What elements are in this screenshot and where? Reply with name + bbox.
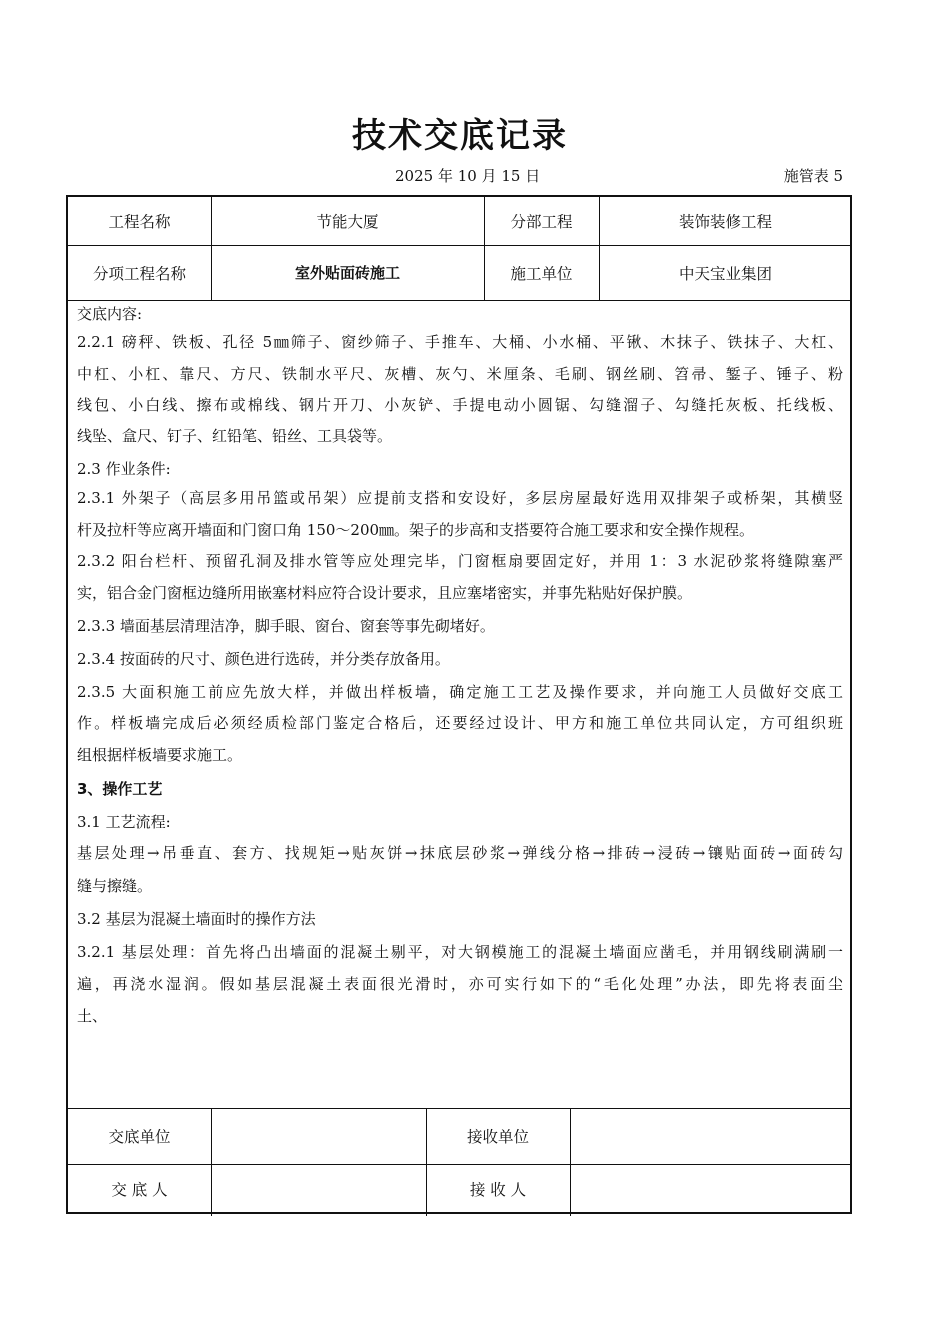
issuer-person-field[interactable] xyxy=(211,1164,426,1214)
content-line: 2.3.2 阳台栏杆、预留孔洞及排水管等应处理完毕，门窗框扇要固定好，并用 1：3 水泥砂浆将缝隙塞严 xyxy=(77,552,843,570)
receiver-person-field[interactable] xyxy=(570,1164,852,1214)
content-line: 实，铝合金门窗框边缝所用嵌塞材料应符合设计要求，且应塞堵密实，并事先粘贴好保护膜。 xyxy=(77,584,693,602)
form-number: 施管表 5 xyxy=(783,167,843,185)
content-line: 交底内容: xyxy=(77,305,143,323)
issuer-unit-label: 交底单位 xyxy=(108,1128,171,1146)
content-line: 3、操作工艺 xyxy=(77,780,163,798)
content-line: 2.3.4 按面砖的尺寸、颜色进行选砖，并分类存放备用。 xyxy=(77,650,450,668)
project-name-label: 工程名称 xyxy=(108,213,171,231)
receiver-person-label: 接 收 人 xyxy=(469,1181,527,1199)
document-date: 2025 年 10 月 15 日 xyxy=(395,167,541,185)
content-line: 作。样板墙完成后必须经质检部门鉴定合格后，还要经过设计、甲方和施工单位共同认定，方可组织班 xyxy=(77,714,843,732)
content-line: 组根据样板墙要求施工。 xyxy=(77,746,243,764)
content-line: 杆及拉杆等应离开墙面和门窗口角 150～200㎜。架子的步高和支搭要符合施工要求和安全操作规程。 xyxy=(77,521,755,539)
content-line: 遍，再浇水湿润。假如基层混凝土表面很光滑时，亦可实行如下的“毛化处理”办法，即先将表面尘 xyxy=(77,975,843,993)
content-line: 线坠、盒尺、钉子、红铅笔、铅丝、工具袋等。 xyxy=(77,427,393,445)
content-line: 缝与擦缝。 xyxy=(77,877,153,895)
subitem-label: 分项工程名称 xyxy=(92,264,186,283)
subitem-value: 室外贴面砖施工 xyxy=(294,264,400,282)
receiver-unit-field[interactable] xyxy=(570,1108,852,1164)
content-line: 3.1 工艺流程: xyxy=(77,813,171,831)
row-divider xyxy=(68,300,850,301)
content-line: 2.3 作业条件: xyxy=(77,460,171,478)
content-line: 线包、小白线、擦布或棉线、钢片开刀、小灰铲、手提电动小圆锯、勾缝溜子、勾缝托灰板、托线板、 xyxy=(77,396,843,414)
document-title: 技术交底记录 xyxy=(352,116,568,156)
receiver-unit-label: 接收单位 xyxy=(466,1128,529,1146)
content-line: 基层处理→吊垂直、套方、找规矩→贴灰饼→抹底层砂浆→弹线分格→排砖→浸砖→镶贴面砖→面砖勾 xyxy=(77,844,843,862)
content-line: 3.2.1 基层处理：首先将凸出墙面的混凝土剔平，对大钢模施工的混凝土墙面应凿毛，并用钢线刷满刷一 xyxy=(77,943,843,961)
issuer-unit-field[interactable] xyxy=(211,1108,426,1164)
content-line: 2.3.1 外架子（高层多用吊篮或吊架）应提前支搭和安设好，多层房屋最好选用双排架子或桥架，其横竖 xyxy=(77,489,843,507)
content-line: 2.3.5 大面积施工前应先放大样，并做出样板墙，确定施工工艺及操作要求，并向施工人员做好交底工 xyxy=(77,683,843,701)
project-name-value: 节能大厦 xyxy=(316,213,379,231)
record-table xyxy=(66,195,852,1214)
content-line: 2.3.3 墙面基层清理洁净，脚手眼、窗台、窗套等事先砌堵好。 xyxy=(77,617,495,635)
division-value: 装饰装修工程 xyxy=(678,213,772,231)
content-line: 3.2 基层为混凝土墙面时的操作方法 xyxy=(77,910,316,928)
content-line: 土、 xyxy=(77,1007,108,1025)
division-label: 分部工程 xyxy=(510,213,573,231)
contractor-value: 中天宝业集团 xyxy=(678,264,772,283)
issuer-person-label: 交 底 人 xyxy=(111,1181,168,1199)
content-line: 2.2.1 磅秤、铁板、孔径 5㎜筛子、窗纱筛子、手推车、大桶、小水桶、平锹、木抹子、铁抹子、大杠、 xyxy=(77,333,843,351)
contractor-label: 施工单位 xyxy=(510,264,573,283)
content-line: 中杠、小杠、靠尺、方尺、铁制水平尺、灰槽、灰勺、米厘条、毛刷、钢丝刷、笤帚、錾子、锤子、粉 xyxy=(77,365,843,383)
